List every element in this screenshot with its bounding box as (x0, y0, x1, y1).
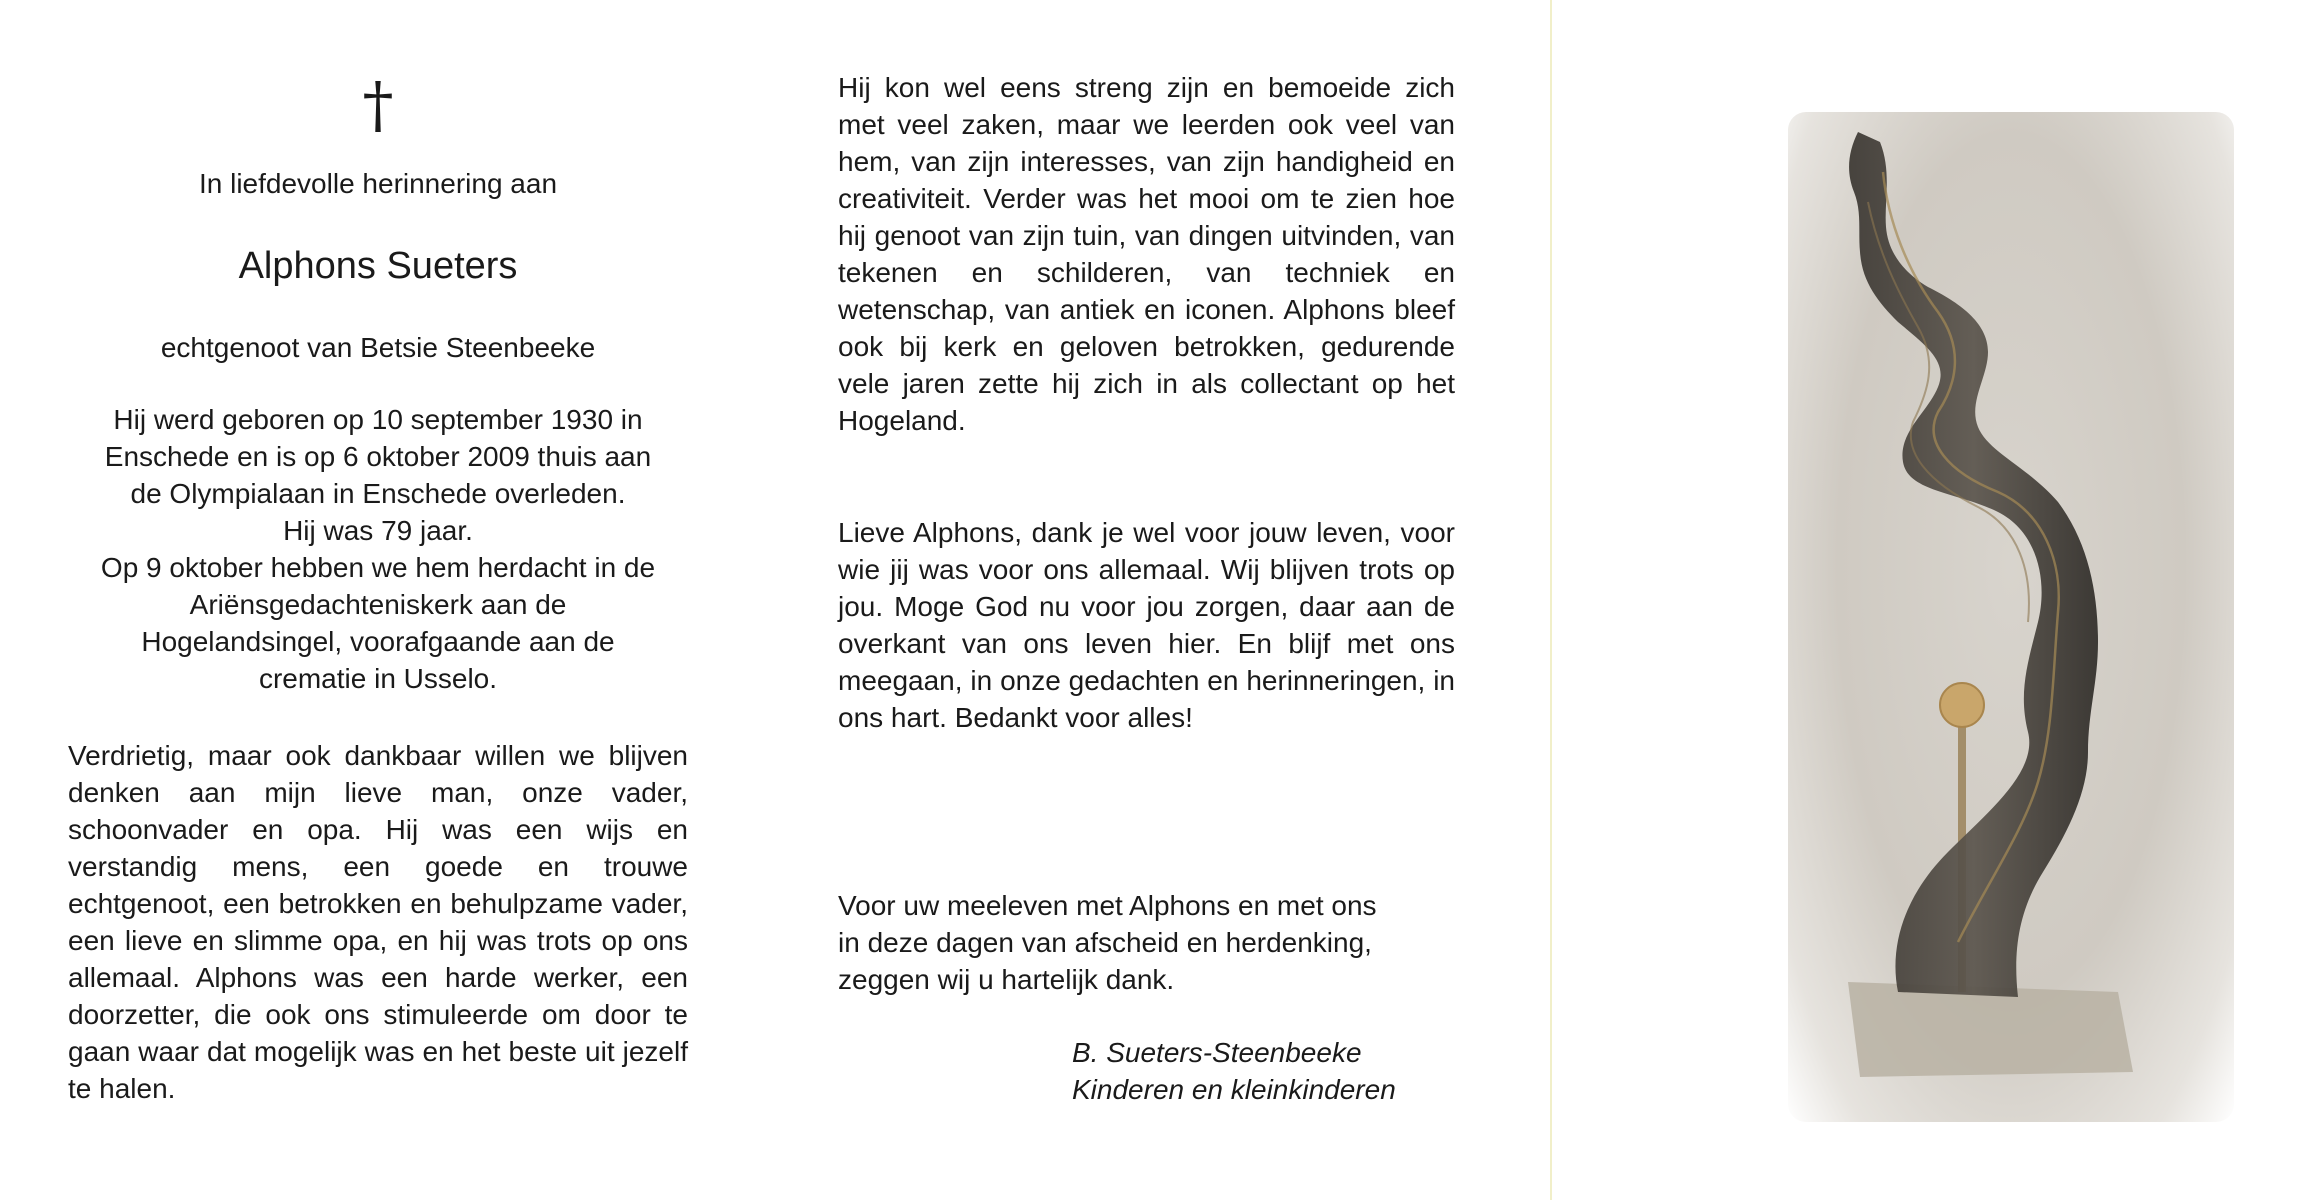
biography (68, 401, 688, 697)
bio-line: Op 9 oktober hebben we hem herdacht in de (100, 552, 656, 583)
bio-line: crematie in Usselo. (258, 663, 498, 694)
bio-line: Hij was 79 jaar. (283, 515, 473, 546)
bio-line: Ariënsgedachteniskerk aan de (189, 589, 567, 620)
signature (1072, 1034, 1472, 1108)
sculpture-illustration (1788, 112, 2234, 1122)
deceased-name: Alphons Sueters (238, 245, 518, 287)
sculpture-base (1848, 982, 2133, 1077)
bio-line: Enschede en is op 6 oktober 2009 thuis aan (104, 441, 652, 472)
driftwood-sculpture-photo (1788, 112, 2234, 1122)
thanks-line: zeggen wij u hartelijk dank. (838, 964, 1175, 995)
intro-text: In liefdevolle herinnering aan (198, 168, 558, 199)
signature-line: B. Sueters-Steenbeeke (1072, 1037, 1362, 1068)
memories-paragraph: Hij kon wel eens streng zijn en bemoeide zich met veel zaken, maar we leerden ook veel van hem, van zijn interesses, van zijn handigheid en creativiteit. Verder was het mooi om te zien hoe hij genoot van zijn tuin, van dingen uitvinden, van tekenen en schilderen, van techniek en wetenschap, van antiek en iconen. Alphons bleef ook bij kerk en geloven betrokken, gedurende vele jaren zette hij zich in als collectant op het Hogeland. (838, 72, 1455, 436)
thanks-line: Voor uw meeleven met Alphons en met ons (838, 890, 1377, 921)
fold-divider (1550, 0, 1552, 1200)
signature-line: Kinderen en kleinkinderen (1072, 1074, 1396, 1105)
thanks-paragraph (838, 887, 1455, 998)
tribute-paragraph: Verdrietig, maar ook dankbaar willen we blijven denken aan mijn lieve man, onze vader, schoonvader en opa. Hij was een wijs en verstandig mens, een goede en trouwe echtgenoot, een betrokken en behulpzame vader, een lieve en slimme opa, en hij was trots op ons allemaal. Alphons was een harde werker, een doorzetter, die ook ons stimuleerde om door te gaan waar dat mogelijk was en het beste uit jezelf te halen. (68, 740, 688, 1104)
sculpture-ball (1940, 683, 1984, 727)
bio-line: Hogelandsingel, voorafgaande aan de (141, 626, 615, 657)
thanks-line: in deze dagen van afscheid en herdenking, (838, 927, 1372, 958)
bio-line: Hij werd geboren op 10 september 1930 in (113, 404, 643, 435)
cross-icon: † (362, 68, 394, 141)
spouse-line: echtgenoot van Betsie Steenbeeke (160, 332, 596, 363)
bio-line: de Olympialaan in Enschede overleden. (130, 478, 626, 509)
farewell-paragraph: Lieve Alphons, dank je wel voor jouw leven, voor wie jij was voor ons allemaal. Wij blijven trots op jou. Moge God nu voor jou zorgen, daar aan de overkant van ons leven hier. En blijf met ons meegaan, in onze gedachten en herinneringen, in ons hart. Bedankt voor alles! (838, 517, 1455, 733)
